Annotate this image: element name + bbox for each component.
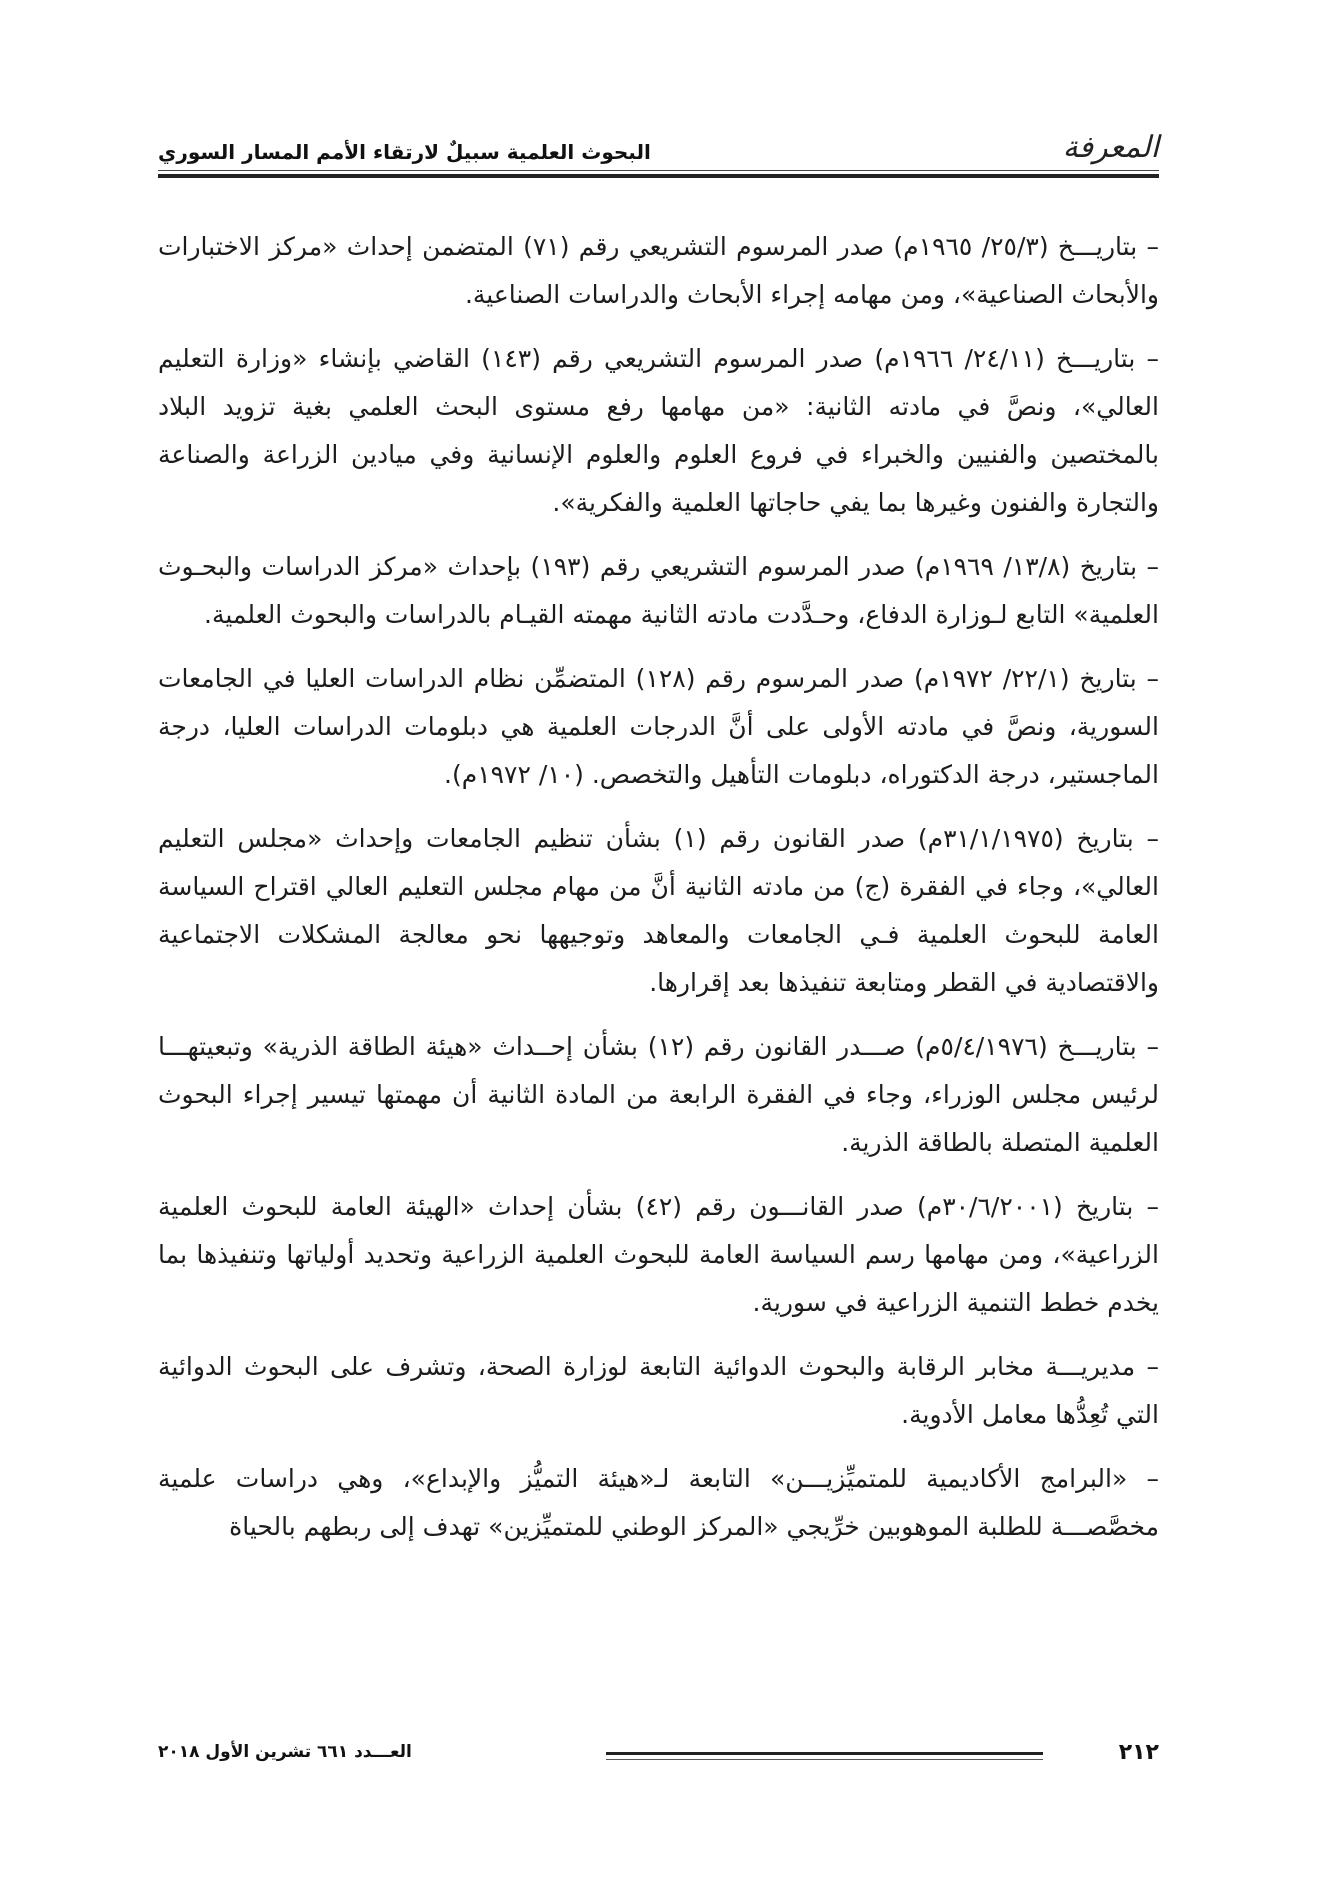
paragraph: – بتاريخ (٣١/١/١٩٧٥م) صدر القانون رقم (١) بشأن تنظيم الجامعات وإحداث «مجلس التعليم العالي»، وجاء في الفقرة (ج) من مادته الثانية أنَّ من مهام مجلس التعليم العالي اقتراح السياسة العامة للبحوث العلمية فـي الجامعات والمعاهد وتوجيهها نحو معالجة المشكلات الاجتماعية والاقتصادية في القطر ومتابعة تنفيذها بعد إقرارها.	[158, 824, 1159, 997]
paragraph: – مديريـــة مخابر الرقابة والبحوث الدوائية التابعة لوزارة الصحة، وتشرف على البحوث الدوائية التي تُعِدُّها معامل الأدوية.	[158, 1352, 1159, 1429]
paragraph: – «البرامج الأكاديمية للمتميِّزيـــن» التابعة لـ«هيئة التميُّز والإبداع»، وهي دراسات علمية مخصَّصـــة للطلبة الموهوبين خرِّيجي «المركز الوطني للمتميِّزين» تهدف إلى ربطهم بالحياة	[158, 1464, 1159, 1541]
article-body	[158, 223, 1159, 1567]
magazine-logo: المعرفة	[1062, 130, 1159, 165]
issue-info: العـــدد ٦٦١ تشرين الأول ٢٠١٨	[158, 1742, 412, 1762]
paragraph: – بتاريـــخ (٢٤/١١/ ١٩٦٦م) صدر المرسوم التشريعي رقم (١٤٣) القاضي بإنشاء «وزارة التعليم العالي»، ونصَّ في مادته الثانية: «من مهامها رفع مستوى البحث العلمي بغية تزويد البلاد بالمختصين والفنيين والخبراء في فروع العلوم والعلوم الإنسانية وفي ميادين الزراعة والصناعة والتجارة والفنون وغيرها بما يفي حاجاتها العلمية والفكرية».	[158, 344, 1160, 517]
paragraph: – بتاريـــخ (٢٥/٣/ ١٩٦٥م) صدر المرسوم التشريعي رقم (٧١) المتضمن إحداث «مركز الاختبارات والأبحاث الصناعية»، ومن مهامه إجراء الأبحاث والدراسات الصناعية.	[158, 232, 1159, 309]
paragraph: – بتاريخ (١٣/٨/ ١٩٦٩م) صدر المرسوم التشريعي رقم (١٩٣) بإحداث «مركز الدراسات والبحـوث العلمية» التابع لـوزارة الدفاع، وحـدَّدت مادته الثانية مهمته القيـام بالدراسات والبحوث العلمية.	[158, 552, 1159, 629]
page-number: ٢١٢	[1118, 1740, 1159, 1765]
page-footer	[158, 1740, 1159, 1770]
running-title: البحوث العلمية سبيلٌ لارتقاء الأمم المسار السوري	[158, 140, 651, 164]
paragraph: – بتاريخ (٣٠/٦/٢٠٠١م) صدر القانـــون رقم (٤٢) بشأن إحداث «الهيئة العامة للبحوث العلمية الزراعية»، ومن مهامها رسم السياسة العامة للبحوث العلمية الزراعية وتحديد أولياتها وتنفيذها بما يخدم خطط التنمية الزراعية في سورية.	[158, 1192, 1159, 1317]
page-header	[158, 126, 1159, 178]
footer-divider	[606, 1752, 1043, 1755]
header-divider	[158, 174, 1159, 178]
paragraph: – بتاريخ (٢٢/١/ ١٩٧٢م) صدر المرسوم رقم (١٢٨) المتضمِّن نظام الدراسات العليا في الجامعات السورية، ونصَّ في مادته الأولى على أنَّ الدرجات العلمية هي دبلومات الدراسات العليا، درجة الماجستير، درجة الدكتوراه، دبلومات التأهيل والتخصص. (١٠/ ١٩٧٢م).	[158, 664, 1159, 789]
footer-divider-thin	[606, 1759, 1043, 1760]
paragraph: – بتاريـــخ (٥/٤/١٩٧٦م) صـــدر القانون رقم (١٢) بشأن إحــداث «هيئة الطاقة الذرية» وتبعيتهـــا لرئيس مجلس الوزراء، وجاء في الفقرة الرابعة من المادة الثانية أن مهمتها تيسير إجراء البحوث العلمية المتصلة بالطاقة الذرية.	[158, 1032, 1159, 1157]
header-divider-thin	[158, 170, 1159, 171]
